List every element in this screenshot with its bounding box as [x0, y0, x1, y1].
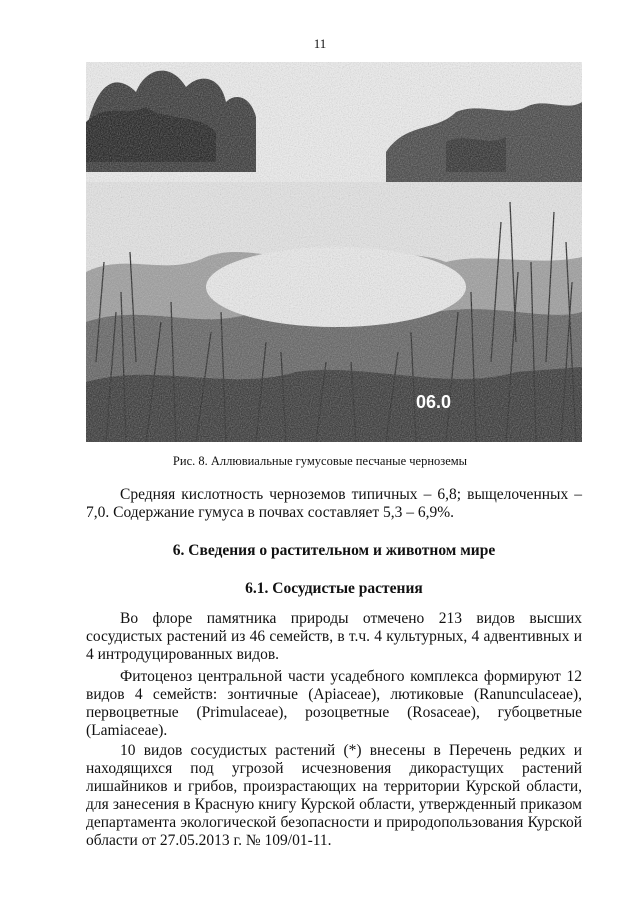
- page-number: 11: [313, 36, 327, 51]
- subsection-heading: 6.1. Сосудистые растения: [245, 580, 423, 597]
- paragraph-phytocenosis: Фитоценоз центральной части усадебного комплекса формируют 12 видов 4 семейств: зонтичные (Apiaceae), лютиковые (Ranunculaceae), первоцветные (Primulaceae), розоцветные (Rosaceae), губоцветные (Lamiaceae).: [86, 668, 582, 739]
- paragraph-redbook: 10 видов сосудистых растений (*) внесены в Перечень редких и находящихся под угрозой исчезновения дикорастущих растений лишайников и грибов, произрастающих на территории Курской области, для занесения в Красную книгу Курской области, утвержденный приказом департамента экологической безопасности и природопользования Курской области от 27.05.2013 г. № 109/01-11.: [86, 742, 582, 849]
- figure-caption: Рис. 8. Аллювиальные гумусовые песчаные черноземы: [172, 454, 468, 468]
- section-heading: 6. Сведения о растительном и животном мире: [172, 542, 496, 559]
- paragraph-flora: Во флоре памятника природы отмечено 213 видов высших сосудистых растений из 46 семейств, в т.ч. 4 культурных, 4 адвентивных и 4 интродуцированных видов.: [86, 610, 582, 663]
- photo-date-stamp: 06.0: [416, 392, 452, 412]
- soil-photo: [86, 62, 582, 442]
- paragraph-acidity: Средняя кислотность черноземов типичных – 6,8; выщелоченных – 7,0. Содержание гумуса в почвах составляет 5,3 – 6,9%.: [86, 486, 582, 521]
- grassland-photo-image: [86, 62, 582, 442]
